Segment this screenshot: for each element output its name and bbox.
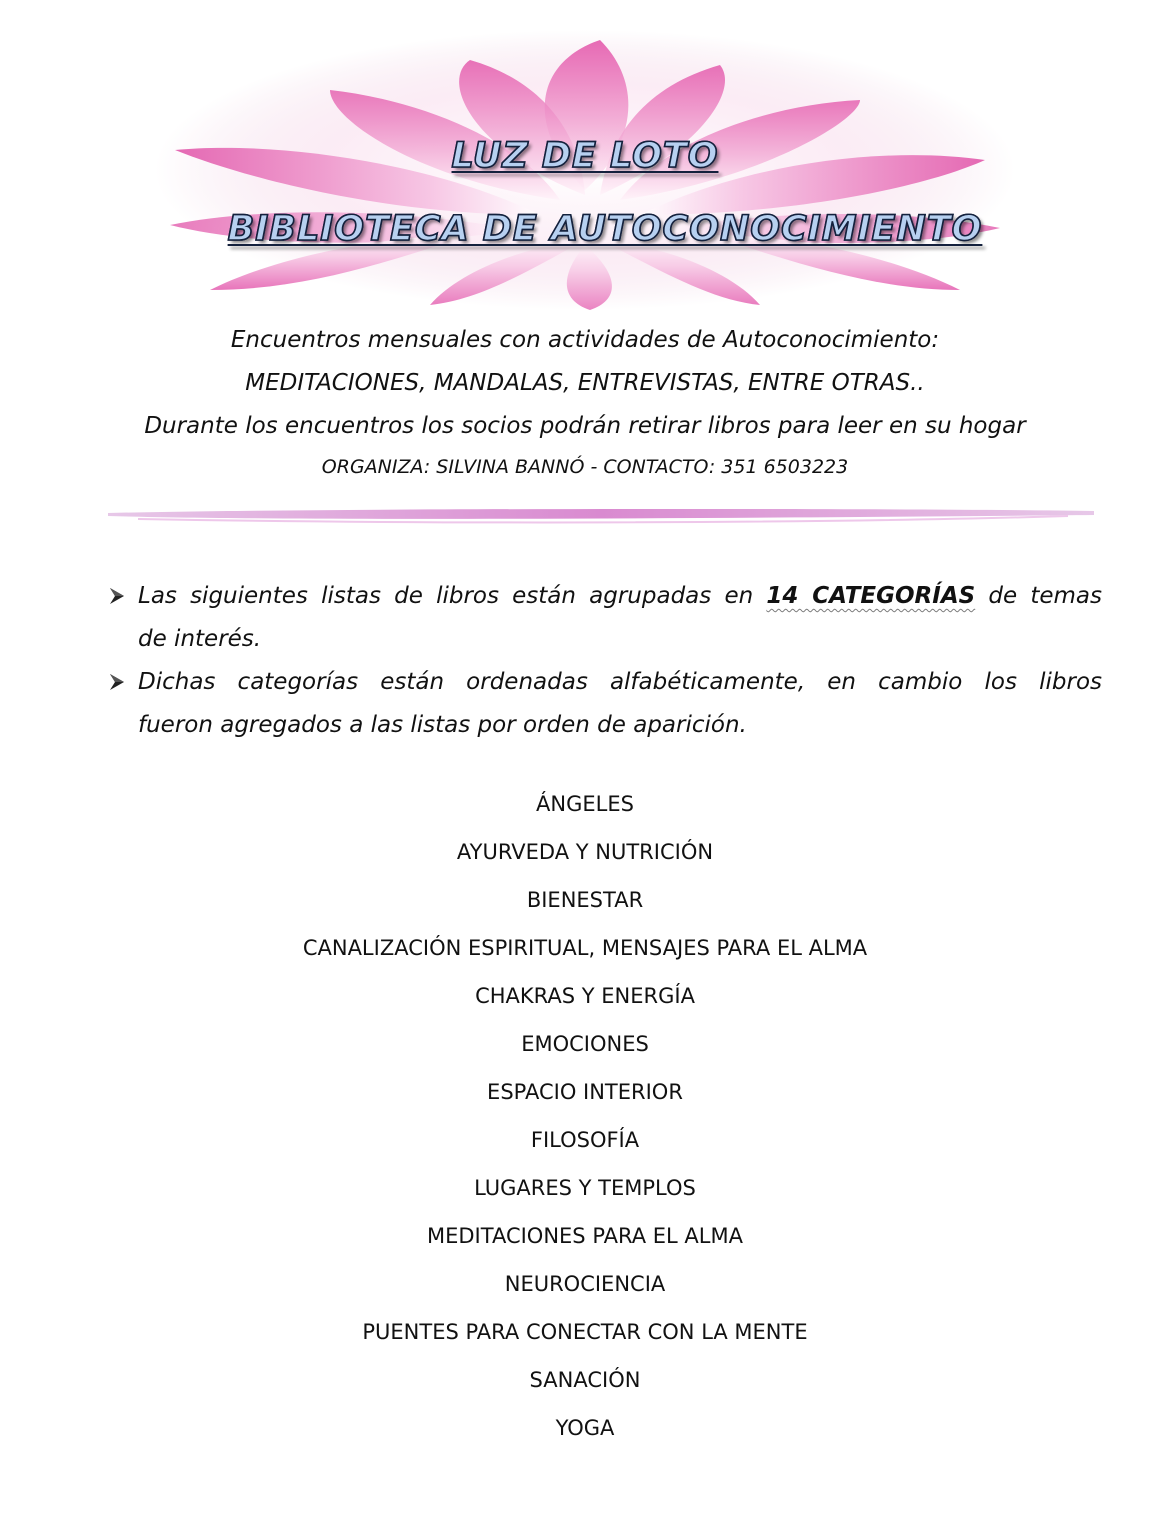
category-item: ESPACIO INTERIOR bbox=[487, 1080, 683, 1104]
category-item: PUENTES PARA CONECTAR CON LA MENTE bbox=[362, 1320, 808, 1344]
category-item: MEDITACIONES PARA EL ALMA bbox=[427, 1224, 743, 1248]
arrow-bullet-icon bbox=[108, 585, 126, 607]
category-item: CANALIZACIÓN ESPIRITUAL, MENSAJES PARA EL ALMA bbox=[302, 936, 868, 960]
intro-line-members: Durante los encuentros los socios podrán retirar libros para leer en su hogar bbox=[144, 413, 1026, 439]
note-item bbox=[108, 661, 1102, 747]
category-item: YOGA bbox=[555, 1416, 615, 1440]
intro-line-list: MEDITACIONES, MANDALAS, ENTREVISTAS, ENTRE OTRAS.. bbox=[245, 370, 925, 396]
note-1-text-before: Las siguientes listas de libros están agrupadas en bbox=[138, 583, 754, 609]
category-item: LUGARES Y TEMPLOS bbox=[474, 1176, 696, 1200]
category-item: CHAKRAS Y ENERGÍA bbox=[475, 984, 695, 1008]
note-2-text-line2: fueron agregados a las listas por orden de aparición. bbox=[138, 712, 747, 738]
note-1-text-after: de temas bbox=[988, 583, 1102, 609]
note-2-text-line1: Dichas categorías están ordenadas alfabéticamente, en cambio los libros bbox=[138, 669, 1102, 695]
note-item bbox=[108, 575, 1102, 661]
category-count-highlight: 14 CATEGORÍAS bbox=[766, 583, 976, 609]
intro-line-activities: Encuentros mensuales con actividades de Autoconocimiento: bbox=[230, 327, 940, 353]
page-subtitle: BIBLIOTECA DE AUTOCONOCIMIENTO bbox=[227, 209, 983, 249]
category-item: BIENESTAR bbox=[526, 888, 644, 912]
page-title: LUZ DE LOTO bbox=[451, 136, 719, 176]
category-item: SANACIÓN bbox=[529, 1368, 641, 1392]
category-item: AYURVEDA Y NUTRICIÓN bbox=[456, 840, 714, 864]
category-item: FILOSOFÍA bbox=[530, 1128, 640, 1152]
category-item: EMOCIONES bbox=[521, 1032, 649, 1056]
category-item: ÁNGELES bbox=[536, 792, 634, 816]
decorative-divider bbox=[108, 504, 1094, 526]
category-item: NEUROCIENCIA bbox=[504, 1272, 666, 1296]
arrow-bullet-icon bbox=[108, 671, 126, 693]
organizer-contact: ORGANIZA: SILVINA BANNÓ - CONTACTO: 351 6503223 bbox=[321, 456, 849, 478]
note-1-text-line2: de interés. bbox=[138, 626, 262, 652]
category-list bbox=[0, 786, 1170, 1458]
notes-list bbox=[108, 575, 1102, 747]
